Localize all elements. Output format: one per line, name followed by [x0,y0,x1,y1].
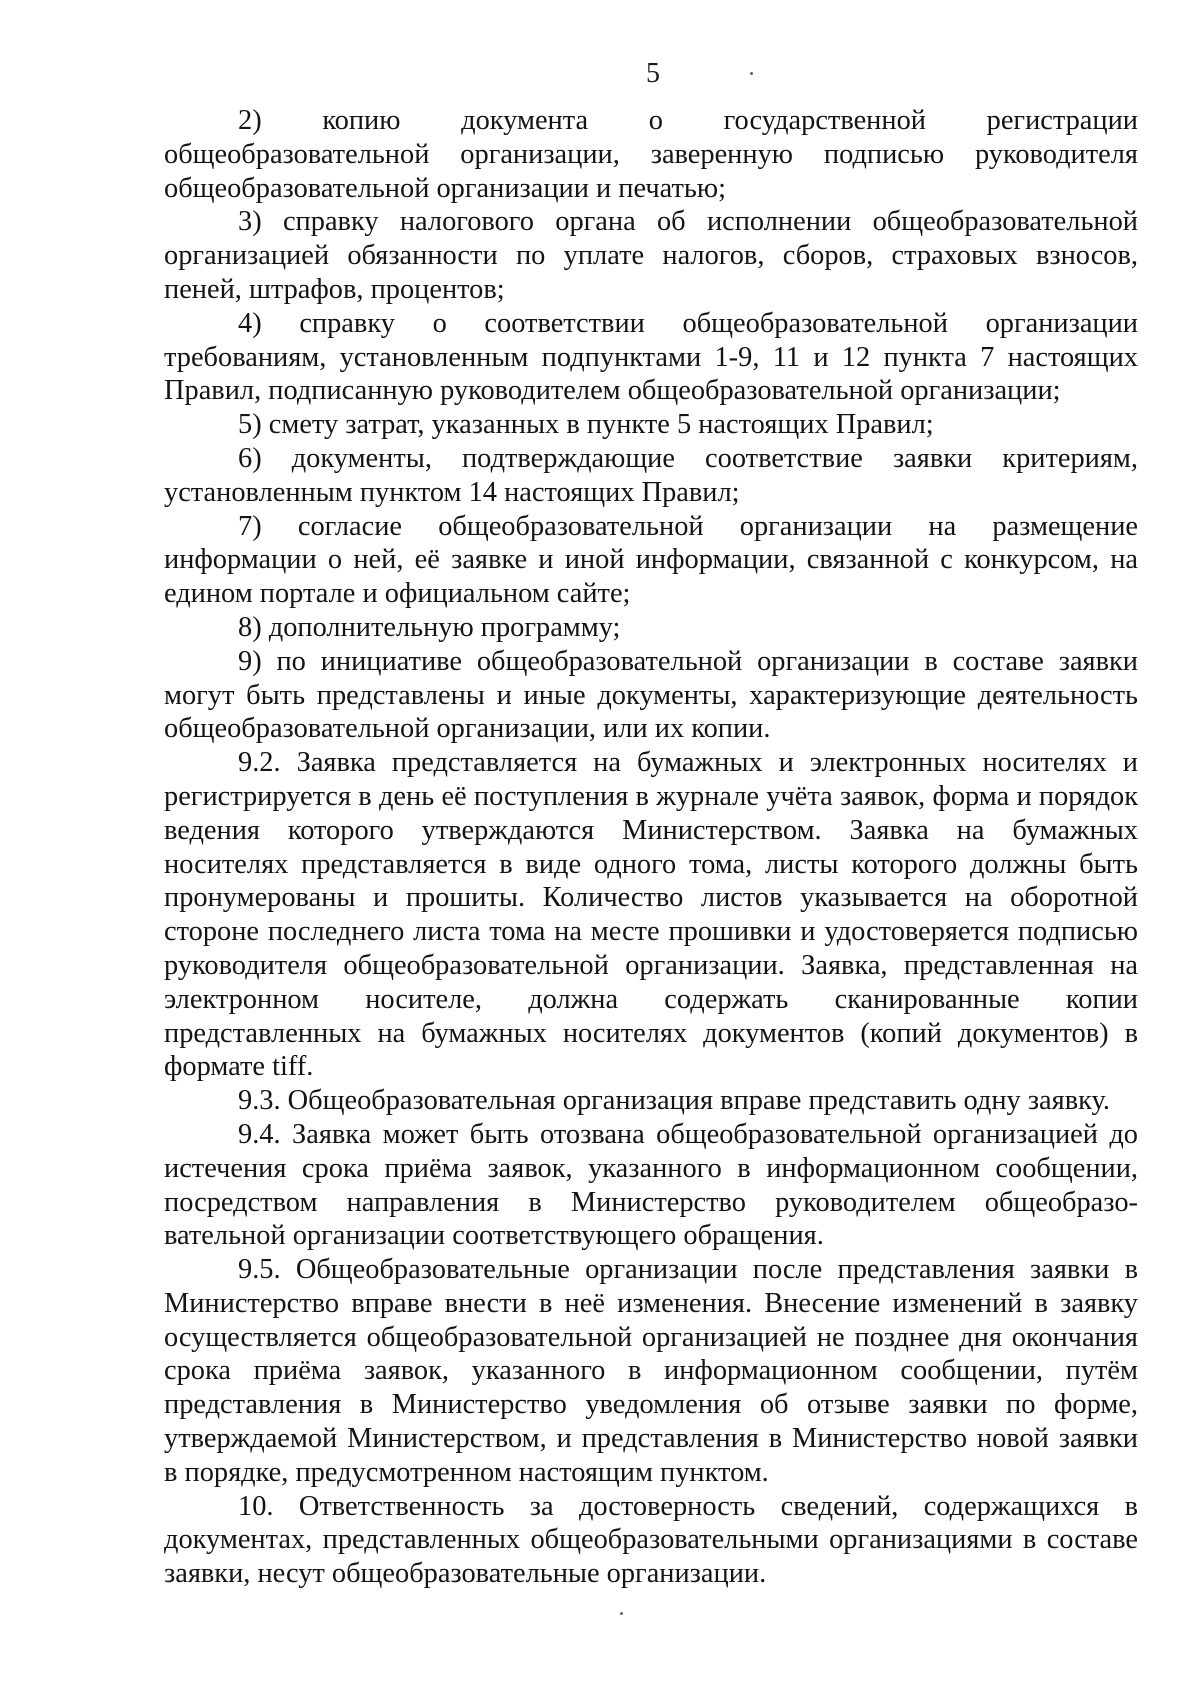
paragraph: 4) справку о соответствии общеобразовательной организации требованиям, установленным подпунктами 1-9, 11 и 12 пункта 7 настоящих Правил, подписанную руководителем общеобразовательной организации; [164,307,1138,407]
paragraph: 6) документы, подтверждающие соответствие заявки критериям, установленным пунктом 14 настоящих Правил; [164,442,1138,508]
paragraph: 2) копию документа о государственной регистрации общеобразовательной организации, заверенную подписью руководителя общеобразовательной организации и печатью; [164,105,1138,204]
paragraph: 9.5. Общеобразовательные организации после представления заявки в Министерство вправе внести в неё изменения. Внесение изменений в заявку осуществляется общеобразовательной организацией не позднее дня окончания срока приёма заявок, указанного в информационном сообщении, путём представления в Министерство уведомления об отзыве заявки по форме, утверждаемой Министерством, и представления в Министерство новой заявки в порядке, предусмотренном настоящим пунктом. [164,1254,1138,1488]
paragraph: 5) смету затрат, указанных в пункте 5 настоящих Правил; [238,409,934,441]
paragraph: 8) дополнительную программу; [238,611,621,643]
scan-speck [620,1612,623,1615]
paragraph: 10. Ответственность за достоверность сведений, содержащихся в документах, представленных общеобразовательными организациями в составе заявки, несут общеобразовательные организации. [164,1490,1138,1590]
paragraph: 9) по инициативе общеобразовательной организации в составе заявки могут быть представлены и иные документы, характеризующие деятельность общеобразовательной организации, или их копии. [164,645,1138,745]
paragraph: 3) справку налогового органа об исполнении общеобразовательной организацией обязанности по уплате налогов, сборов, страховых взносов, пеней, штрафов, процентов; [164,206,1138,305]
paragraph: 9.2. Заявка представляется на бумажных и электронных носителях и регистрируется в день её поступления в журнале учёта заявок, форма и порядок ведения которого утверждаются Министерством. Заявка на бумажных носителях представляется в виде одного тома, листы которого должны быть пронумерованы и прошиты. Количество листов указывается на оборотной стороне последнего листа тома на месте прошивки и удостоверяется подписью руководителя общеобразовательной организации. Заявка, представленная на электронном носителе, должна содержать сканированные копии представленных на бумажных носителях документов (копий документов) в формате tiff. [164,747,1138,1083]
document-body [164,104,1138,1591]
paragraph: 7) согласие общеобразовательной организации на размещение информации о ней, её заявке и иной информации, связанной с конкурсом, на едином портале и официальном сайте; [164,510,1138,610]
paragraph: 9.4. Заявка может быть отозвана общеобразовательной организацией до истечения срока приёма заявок, указанного в информационном сообщении, посредством направления в Министерство руководителем общеобразовательной организации соответствующего обращения. [164,1118,1138,1252]
scan-speck [750,72,753,75]
page-number: 5 [646,58,660,89]
paragraph: 9.3. Общеобразовательная организация вправе представить одну заявку. [238,1085,1110,1117]
